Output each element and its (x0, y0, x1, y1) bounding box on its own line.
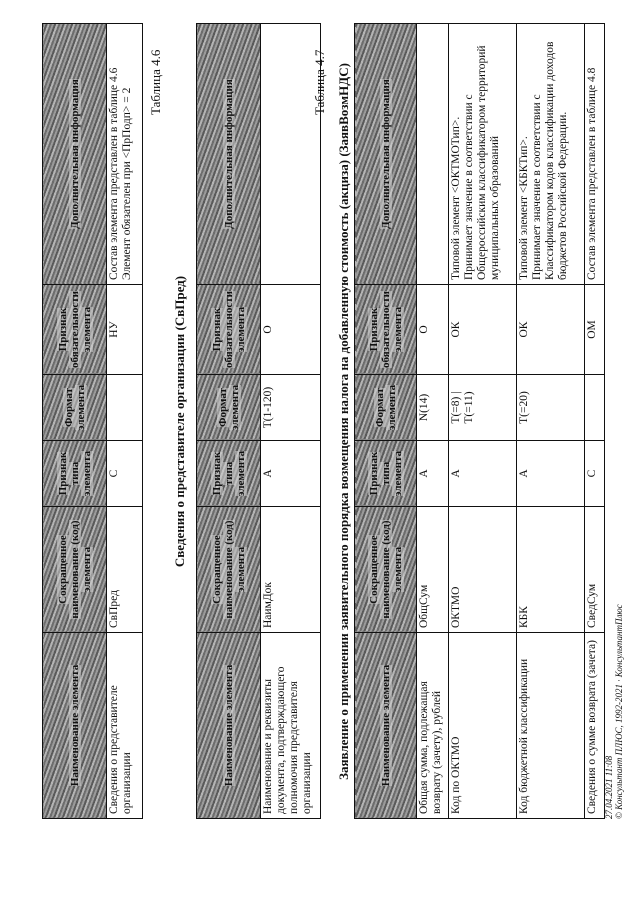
header-cell: Наименование элемента (43, 633, 107, 819)
footer-line: 27.04.2021 11:08 (604, 755, 614, 819)
header-cell: Сокращенное наименование (код) элемента (197, 507, 261, 633)
cell: КБК (517, 507, 585, 633)
table-row (585, 24, 605, 819)
cell: Код бюджетной классификации (517, 633, 585, 819)
top-table (42, 23, 143, 819)
cell: СведСум (585, 507, 605, 633)
cell: НаимДок (261, 507, 321, 633)
cell (107, 375, 143, 441)
cell: Сведения о сумме возврата (зачета) (585, 633, 605, 819)
cell: ОК (517, 285, 585, 375)
cell (585, 375, 605, 441)
cell: ОК (449, 285, 517, 375)
header-cell: Признак обязательности элемента (43, 285, 107, 375)
footer-stamp (604, 604, 624, 819)
header-cell: Сокращенное наименование (код) элемента (43, 507, 107, 633)
header-cell: Признак типа элемента (197, 441, 261, 507)
table-row (517, 24, 585, 819)
cell: С (107, 441, 143, 507)
table-row (417, 24, 449, 819)
cell: О (417, 285, 449, 375)
cell: ОМ (585, 285, 605, 375)
header-cell: Формат элемента (355, 375, 417, 441)
table-4-7 (354, 23, 605, 819)
cell: Состав элемента представлен в таблице 4.6 Элемент обязателен при <ПрПодп> = 2 (107, 24, 143, 285)
cell: А (417, 441, 449, 507)
cell: НУ (107, 285, 143, 375)
cell: N(14) (417, 375, 449, 441)
cell: А (449, 441, 517, 507)
cell: T(=8) | T(=11) (449, 375, 517, 441)
cell: Код по ОКТМО (449, 633, 517, 819)
table-label: Таблица 4.6 (148, 49, 163, 115)
cell: А (517, 441, 585, 507)
cell (417, 24, 449, 285)
cell: А (261, 441, 321, 507)
header-cell: Наименование элемента (355, 633, 417, 819)
header-cell: Признак типа элемента (43, 441, 107, 507)
cell: Состав элемента представлен в таблице 4.8 (585, 24, 605, 285)
cell: T(1-120) (261, 375, 321, 441)
table-title: Заявление о применении заявительного порядка возмещения налога на добавленную стоимость (акциза) (ЗаявВозмНДС) (336, 63, 351, 780)
table-label: Таблица 4.7 (312, 49, 327, 115)
header-cell: Формат элемента (43, 375, 107, 441)
table-row (261, 24, 321, 819)
cell: Наименование и реквизиты документа, подтверждающего полномочия представителя организации (261, 633, 321, 819)
table-row (107, 24, 143, 819)
header-cell: Признак обязательности элемента (197, 285, 261, 375)
table-4-6 (196, 23, 321, 819)
table-title: Сведения о представителе организации (СвПред) (172, 275, 187, 568)
footer-line: © Консультант ПЛЮС, 1992-2021 · КонсультантПлюс (614, 604, 624, 819)
header-cell: Признак обязательности элемента (355, 285, 417, 375)
header-cell: Дополнительная информация (197, 24, 261, 285)
cell: ОКТМО (449, 507, 517, 633)
cell: T(=20) (517, 375, 585, 441)
cell: СвПред (107, 507, 143, 633)
header-cell: Сокращенное наименование (код) элемента (355, 507, 417, 633)
cell: О (261, 285, 321, 375)
cell: Типовой элемент <ОКТМОТип>. Принимает значение в соответствии с Общероссийским классификатором территорий муниципальных образований (449, 24, 517, 285)
cell: Общая сумма, подлежащая возврату (зачету), рублей (417, 633, 449, 819)
header-cell: Формат элемента (197, 375, 261, 441)
cell: С (585, 441, 605, 507)
header-cell: Наименование элемента (197, 633, 261, 819)
header-cell: Дополнительная информация (355, 24, 417, 285)
cell: Типовой элемент <КБКТип>. Принимает значение в соответствии с Классификатором кодов классификации доходов бюджетов Российской Федерации. (517, 24, 585, 285)
cell: ОбщСум (417, 507, 449, 633)
table-row (449, 24, 517, 819)
header-cell: Признак типа элемента (355, 441, 417, 507)
header-cell: Дополнительная информация (43, 24, 107, 285)
cell: Сведения о представителе организации (107, 633, 143, 819)
